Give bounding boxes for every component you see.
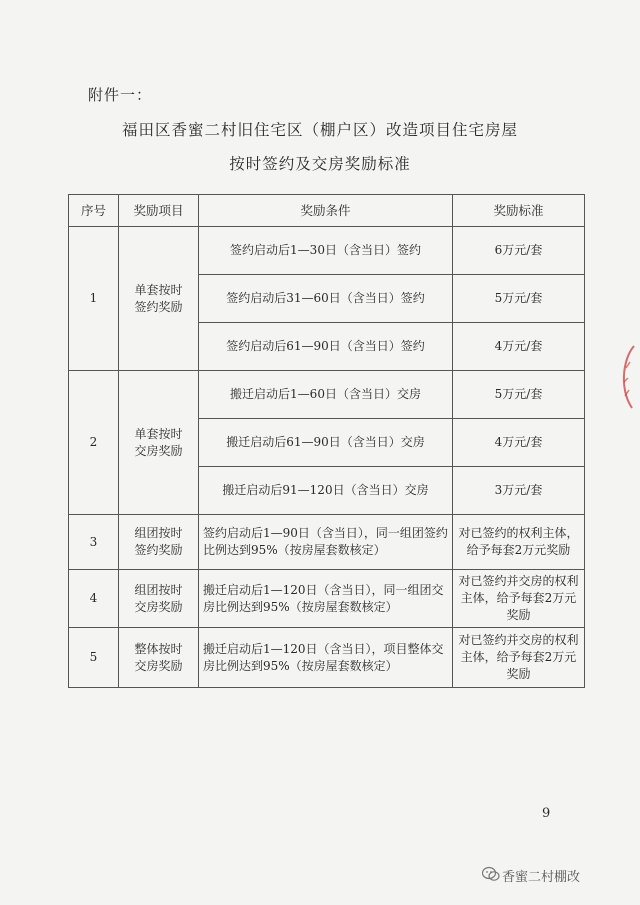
row-condition: 签约启动后1—90日（含当日），同一组团签约比例达到95%（按房屋套数核定） <box>199 515 453 570</box>
row-standard: 4万元/套 <box>453 323 585 371</box>
wechat-icon <box>482 866 500 886</box>
table-row <box>69 227 585 275</box>
row-standard: 3万元/套 <box>453 467 585 515</box>
row-item-text: 整体按时交房奖励 <box>134 641 183 673</box>
row-condition: 搬迁启动后61—90日（含当日）交房 <box>199 419 453 467</box>
row-no: 5 <box>69 628 119 688</box>
header-no: 序号 <box>69 195 119 227</box>
row-condition: 签约启动后61—90日（含当日）签约 <box>199 323 453 371</box>
document-title-line1: 福田区香蜜二村旧住宅区（棚户区）改造项目住宅房屋 <box>121 121 518 139</box>
row-condition: 搬迁启动后1—120日（含当日），同一组团交房比例达到95%（按房屋套数核定） <box>199 570 453 628</box>
row-item <box>119 227 199 371</box>
row-item <box>119 628 199 688</box>
row-no: 3 <box>69 515 119 570</box>
row-standard: 对已签约并交房的权利主体，给予每套2万元奖励 <box>453 628 585 688</box>
table-row <box>69 515 585 570</box>
row-standard: 对已签约的权利主体，给予每套2万元奖励 <box>453 515 585 570</box>
row-condition: 签约启动后31—60日（含当日）签约 <box>199 275 453 323</box>
row-no: 2 <box>69 371 119 515</box>
row-item <box>119 371 199 515</box>
header-condition: 奖励条件 <box>199 195 453 227</box>
table-row <box>69 371 585 419</box>
table-row <box>69 570 585 628</box>
header-item: 奖励项目 <box>119 195 199 227</box>
row-item-text: 单套按时交房奖励 <box>134 426 183 458</box>
row-condition: 搬迁启动后1—120日（含当日），项目整体交房比例达到95%（按房屋套数核定） <box>199 628 453 688</box>
row-standard: 5万元/套 <box>453 275 585 323</box>
table-header-row <box>69 195 585 227</box>
row-item-text: 组团按时签约奖励 <box>134 526 183 557</box>
document-title-line2: 按时签约及交房奖励标准 <box>229 155 411 173</box>
page-number: 9 <box>542 806 551 821</box>
header-standard: 奖励标准 <box>453 195 585 227</box>
row-condition: 签约启动后1—30日（含当日）签约 <box>199 227 453 275</box>
row-item <box>119 515 199 570</box>
row-standard: 4万元/套 <box>453 419 585 467</box>
row-item <box>119 570 199 628</box>
reward-standard-table <box>68 194 585 688</box>
row-condition: 搬迁启动后1—60日（含当日）交房 <box>199 371 453 419</box>
table-row <box>69 628 585 688</box>
row-standard: 对已签约并交房的权利主体，给予每套2万元奖励 <box>453 570 585 628</box>
row-item-text: 单套按时签约奖励 <box>134 282 183 314</box>
red-seal-edge <box>616 342 636 416</box>
watermark-text: 香蜜二村棚改 <box>502 870 581 885</box>
row-no: 4 <box>69 570 119 628</box>
row-condition: 搬迁启动后91—120日（含当日）交房 <box>199 467 453 515</box>
row-standard: 6万元/套 <box>453 227 585 275</box>
row-no: 1 <box>69 227 119 371</box>
attachment-label: 附件一： <box>88 86 153 104</box>
row-item-text: 组团按时交房奖励 <box>134 582 183 614</box>
row-standard: 5万元/套 <box>453 371 585 419</box>
